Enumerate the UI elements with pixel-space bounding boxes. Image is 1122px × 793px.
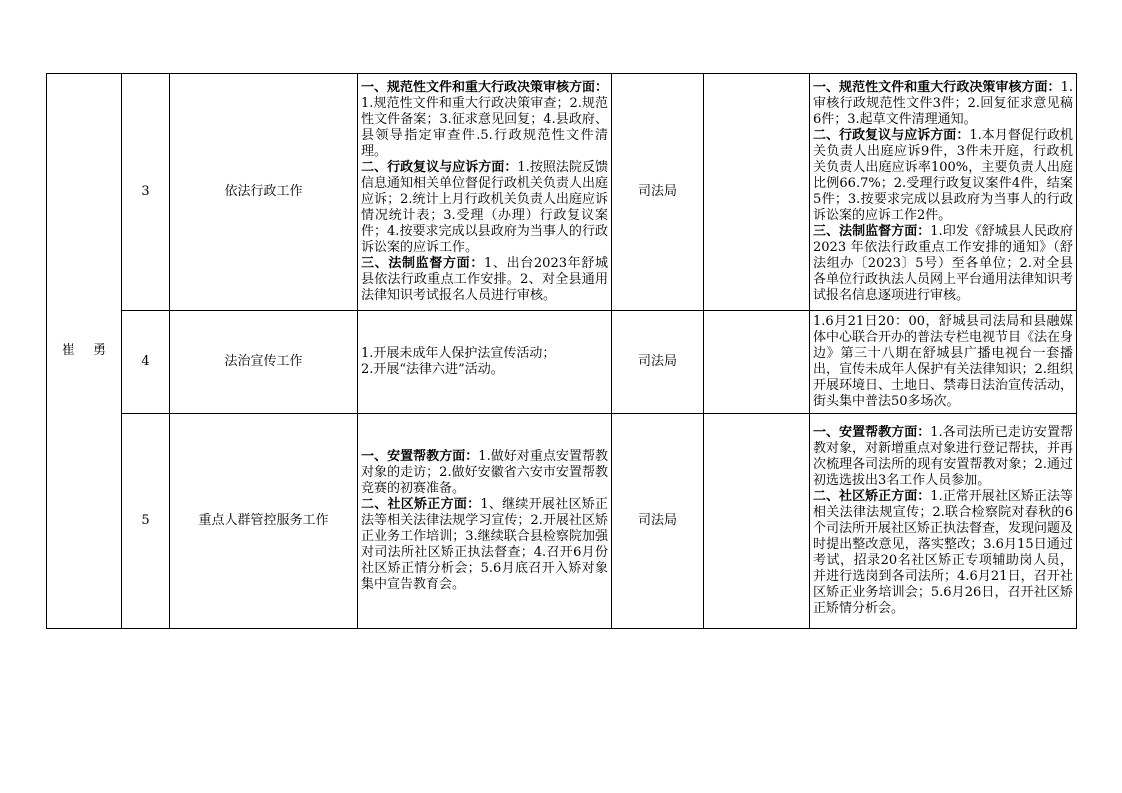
completion-text: 1.审核行政规范性文件3件；2.回复征求意见稿6件；3.起草文件清理通知。 [813, 80, 1073, 127]
plan-content-cell [358, 414, 612, 629]
plan-paragraph [361, 449, 608, 497]
completion-content-cell [810, 74, 1077, 311]
plan-content-cell [358, 311, 612, 414]
work-plan-table [46, 73, 1077, 629]
department-cell: 司法局 [612, 311, 704, 414]
completion-paragraph [813, 425, 1073, 489]
plan-content [361, 449, 608, 593]
plan-paragraph [361, 362, 608, 378]
row-number: 4 [122, 311, 170, 414]
empty-cell [704, 414, 810, 629]
table-row [47, 414, 1077, 629]
completion-content [813, 80, 1073, 304]
plan-content [361, 346, 608, 378]
person-name-cell: 崔 勇 [47, 74, 122, 629]
row-number: 5 [122, 414, 170, 629]
completion-heading: 二、行政复议与应诉方面： [813, 128, 970, 143]
completion-paragraph [813, 128, 1073, 224]
completion-content-cell [810, 311, 1077, 414]
plan-text: 1.做好对重点安置帮教对象的走访；2.做好安徽省六安市安置帮教竞赛的初赛准备。 [361, 449, 608, 496]
plan-text: 1、出台2023年舒城县依法行政重点工作安排。2、对全县通用法律知识考试报名人员进行审核。 [361, 256, 608, 303]
completion-content-cell [810, 414, 1077, 629]
task-name: 依法行政工作 [170, 74, 358, 311]
completion-paragraph [813, 489, 1073, 617]
plan-heading: 一、规范性文件和重大行政决策审核方面： [361, 80, 608, 95]
plan-text: 2.开展“法律六进”活动。 [361, 362, 504, 377]
table-row [47, 311, 1077, 414]
completion-heading: 三、法制监督方面： [813, 224, 931, 239]
completion-heading: 一、安置帮教方面： [813, 425, 931, 440]
department-cell: 司法局 [612, 414, 704, 629]
completion-content [813, 425, 1073, 617]
empty-cell [704, 74, 810, 311]
plan-heading: 一、安置帮教方面： [361, 449, 479, 464]
completion-text: 1.各司法所已走访安置帮教对象，对新增重点对象进行登记帮扶，并再次梳理各司法所的现有安置帮教对象；2.通过初选选拔出3名工作人员参加。 [813, 425, 1073, 488]
plan-heading: 三、法制监督方面： [361, 256, 484, 271]
completion-paragraph [813, 80, 1073, 128]
completion-text: 1.正常开展社区矫正法等相关法律法规宣传；2.联合检察院对春秋的6个司法所开展社区矫正执法督查，发现问题及时提出整改意见，落实整改；3.6月15日通过考试，招录20名社区矫正专项辅助岗人员，并进行选岗到各司法所；4.6月21日，召开社区矫正业务培训会；5.6月26日，召开社区矫正矫情分析会。 [813, 489, 1073, 616]
plan-text: 1、继续开展社区矫正法等相关法律法规学习宣传；2.开展社区矫正业务工作培训；3.继续联合县检察院加强对司法所社区矫正执法督查；4.召开6月份社区矫正情分析会；5.6月底召开入矫对象集中宣告教育会。 [361, 497, 608, 592]
plan-heading: 二、社区矫正方面： [361, 497, 481, 512]
row-number: 3 [122, 74, 170, 311]
plan-paragraph [361, 256, 608, 304]
plan-content [361, 80, 608, 304]
plan-paragraph [361, 80, 608, 160]
plan-paragraph [361, 346, 608, 362]
completion-text: 1.6月21日20：00，舒城县司法局和县融媒体中心联合开办的普法专栏电视节目《法在身边》第三十八期在舒城县广播电视台一套播出，宣传未成年人保护有关法律知识；2.组织开展环境日、土地日、禁毒日法治宣传活动，街头集中普法50多场次。 [813, 314, 1073, 409]
plan-paragraph [361, 497, 608, 593]
plan-text: 1.规范性文件和重大行政决策审查；2.规范性文件备案；3.征求意见回复；4.县政府、县领导指定审查件.5.行政规范性文件清理。 [361, 96, 608, 159]
plan-heading: 二、行政复议与应诉方面： [361, 160, 518, 175]
department-cell: 司法局 [612, 74, 704, 311]
task-name: 重点人群管控服务工作 [170, 414, 358, 629]
plan-text: 1.按照法院反馈信息通知相关单位督促行政机关负责人出庭应诉；2.统计上月行政机关负责人出庭应诉情况统计表；3.受理（办理）行政复议案件；4.按要求完成以县政府为当事人的行政诉讼案的应诉工作。 [361, 160, 608, 255]
completion-paragraph [813, 224, 1073, 304]
completion-text: 1.印发《舒城县人民政府 2023 年依法行政重点工作安排的通知》（舒法组办〔2023〕5号）至各单位；2.对全县各单位行政执法人员网上平台通用法律知识考试报名信息逐项进行审核。 [813, 224, 1073, 303]
completion-content [813, 314, 1073, 410]
plan-content-cell [358, 74, 612, 311]
task-name: 法治宣传工作 [170, 311, 358, 414]
plan-paragraph [361, 160, 608, 256]
table-row [47, 74, 1077, 311]
completion-heading: 二、社区矫正方面： [813, 489, 931, 504]
completion-paragraph [813, 314, 1073, 410]
completion-heading: 一、规范性文件和重大行政决策审核方面： [813, 80, 1061, 95]
empty-cell [704, 311, 810, 414]
completion-text: 1.本月督促行政机关负责人出庭应诉9件，3件未开庭，行政机关负责人出庭应诉率100%，主要负责人出庭比例66.7%；2.受理行政复议案件4件，结案5件；3.按要求完成以县政府为当事人的行政诉讼案的应诉工作2件。 [813, 128, 1073, 223]
plan-text: 1.开展未成年人保护法宣传活动； [361, 346, 556, 361]
